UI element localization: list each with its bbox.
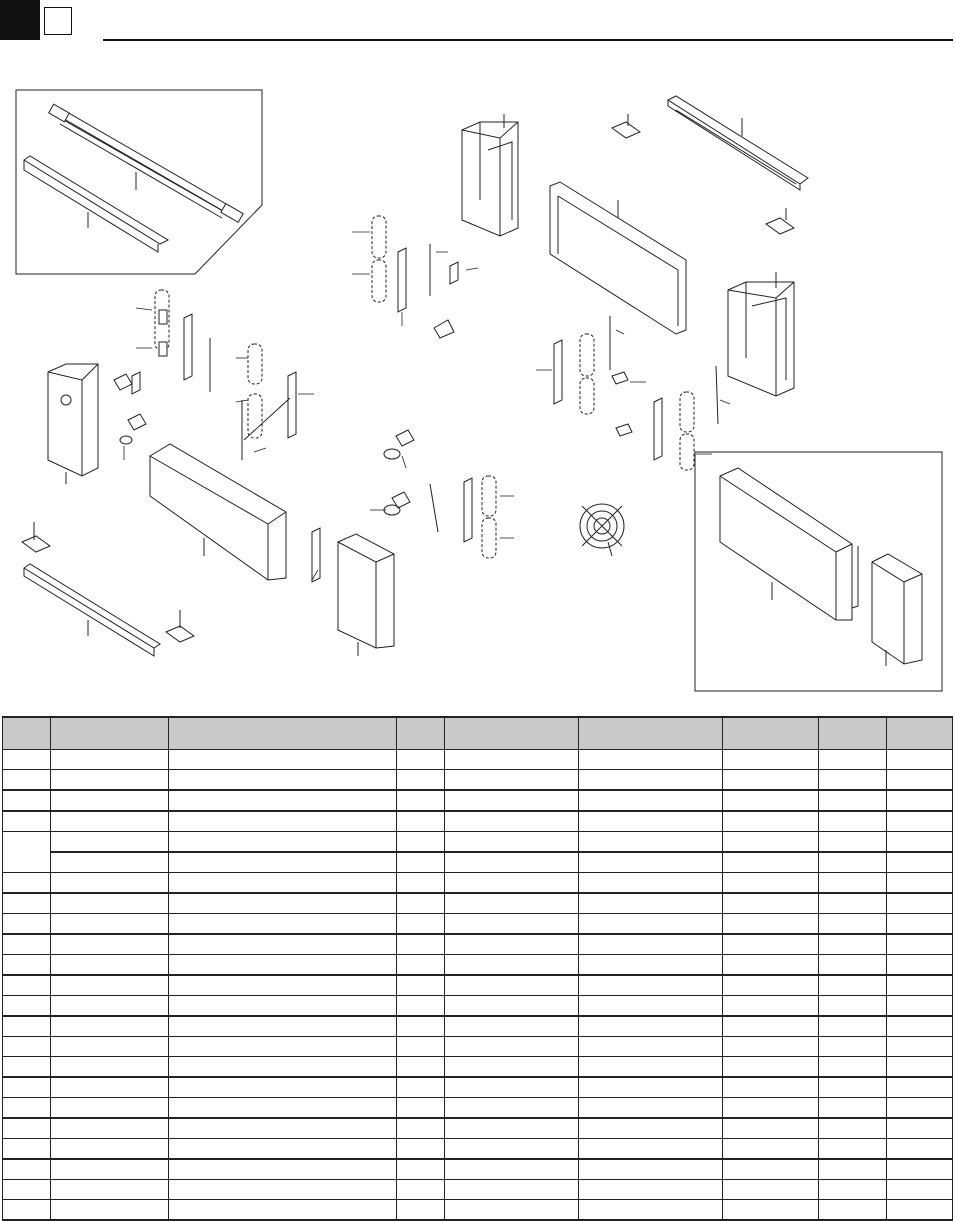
table-cell [169, 1118, 397, 1139]
table-row [3, 914, 953, 935]
table-cell [887, 1098, 953, 1119]
table-cell [723, 1077, 819, 1098]
table-cell [3, 1057, 51, 1078]
table-row [3, 1037, 953, 1057]
table-cell [579, 1159, 723, 1180]
table-cell [819, 975, 887, 996]
table-cell [397, 1098, 445, 1119]
table-cell [445, 1016, 579, 1037]
table-cell [819, 996, 887, 1017]
table-row [3, 790, 953, 811]
table-cell [723, 893, 819, 914]
table-cell [51, 750, 169, 770]
table-cell [397, 1037, 445, 1057]
section-marker-block [0, 0, 40, 40]
table-cell [723, 1200, 819, 1221]
table-cell [819, 1159, 887, 1180]
table-cell [51, 996, 169, 1017]
table-cell [723, 1037, 819, 1057]
table-cell [887, 1200, 953, 1221]
table-cell [723, 1098, 819, 1119]
table-cell [51, 873, 169, 894]
table-cell [397, 770, 445, 791]
parts-list-table [2, 716, 953, 1221]
table-cell [51, 1057, 169, 1078]
table-cell [51, 893, 169, 914]
table-cell [819, 770, 887, 791]
table-cell [723, 934, 819, 955]
table-cell [169, 1098, 397, 1119]
table-cell [887, 996, 953, 1017]
table-cell [579, 934, 723, 955]
table-cell [579, 832, 723, 853]
side-panel-icon [338, 534, 394, 656]
table-row [3, 873, 953, 894]
table-cell [887, 914, 953, 935]
table-cell [397, 914, 445, 935]
table-row [3, 832, 953, 853]
table-cell [579, 1037, 723, 1057]
table-cell [445, 1098, 579, 1119]
table-cell [397, 1159, 445, 1180]
table-cell [3, 1037, 51, 1057]
table-cell [3, 1180, 51, 1200]
table-row [3, 1077, 953, 1098]
table-row [3, 996, 953, 1017]
table-cell [169, 790, 397, 811]
table-cell [819, 914, 887, 935]
table-cell [819, 1098, 887, 1119]
section-number-box [44, 7, 72, 35]
table-cell [51, 852, 169, 873]
table-cell [3, 1159, 51, 1180]
table-cell [169, 893, 397, 914]
header-cell [397, 717, 445, 750]
table-row [3, 1139, 953, 1160]
table-cell [397, 1016, 445, 1037]
table-cell [3, 770, 51, 791]
table-cell [169, 832, 397, 853]
table-cell [887, 893, 953, 914]
front-panel-icon [720, 468, 858, 620]
table-cell [445, 934, 579, 955]
table-cell [445, 1057, 579, 1078]
table-cell [723, 955, 819, 976]
table-cell [397, 811, 445, 832]
table-row [3, 975, 953, 996]
table-cell [51, 811, 169, 832]
header-cell [3, 717, 51, 750]
table-cell [579, 1118, 723, 1139]
table-cell [723, 873, 819, 894]
table-row [3, 811, 953, 832]
table-cell [3, 1200, 51, 1221]
table-cell [723, 975, 819, 996]
table-cell [445, 914, 579, 935]
header-cell [579, 717, 723, 750]
table-cell [51, 770, 169, 791]
table-cell [51, 934, 169, 955]
table-cell [723, 1016, 819, 1037]
table-cell [445, 1077, 579, 1098]
table-row [3, 1200, 953, 1221]
table-cell [819, 852, 887, 873]
table-cell [3, 934, 51, 955]
table-cell [3, 873, 51, 894]
door-hinge-icon [242, 344, 296, 460]
table-cell [169, 1037, 397, 1057]
table-cell [397, 790, 445, 811]
table-cell [169, 1180, 397, 1200]
table-cell [397, 893, 445, 914]
table-cell [51, 914, 169, 935]
table-cell [169, 852, 397, 873]
table-row [3, 893, 953, 914]
table-cell [445, 1118, 579, 1139]
table-cell [169, 873, 397, 894]
table-cell [51, 1118, 169, 1139]
table-cell [445, 1200, 579, 1221]
table-cell [3, 832, 51, 873]
table-cell [723, 750, 819, 770]
table-cell [169, 914, 397, 935]
table-cell [579, 1057, 723, 1078]
door-hinge-icon [372, 216, 458, 338]
table-cell [723, 1118, 819, 1139]
table-cell [887, 873, 953, 894]
table-cell [445, 873, 579, 894]
table-cell [445, 1159, 579, 1180]
header-cell [819, 717, 887, 750]
table-cell [3, 1077, 51, 1098]
table-cell [169, 750, 397, 770]
table-cell [397, 996, 445, 1017]
table-cell [51, 955, 169, 976]
table-cell [579, 1180, 723, 1200]
table-row [3, 750, 953, 770]
table-cell [397, 975, 445, 996]
table-cell [887, 1016, 953, 1037]
table-cell [723, 1057, 819, 1078]
table-cell [445, 996, 579, 1017]
table-row [3, 934, 953, 955]
header-cell [723, 717, 819, 750]
table-cell [887, 750, 953, 770]
latch-clip-icon [114, 372, 146, 444]
door-hinge-icon [155, 290, 210, 392]
side-channel-icon [728, 272, 794, 396]
table-cell [169, 1016, 397, 1037]
rear-frame-panel-icon [550, 182, 686, 334]
table-cell [819, 893, 887, 914]
header-divider [103, 39, 953, 41]
table-cell [169, 1159, 397, 1180]
table-cell [51, 1016, 169, 1037]
table-cell [819, 1037, 887, 1057]
table-cell [169, 1057, 397, 1078]
header-cell [445, 717, 579, 750]
table-cell [579, 893, 723, 914]
side-panel-icon [48, 364, 98, 484]
table-cell [3, 996, 51, 1017]
table-cell [887, 811, 953, 832]
table-cell [819, 955, 887, 976]
table-cell [579, 852, 723, 873]
table-cell [51, 1200, 169, 1221]
table-row [3, 1159, 953, 1180]
table-cell [887, 1037, 953, 1057]
table-cell [169, 1139, 397, 1160]
table-cell [887, 1057, 953, 1078]
table-cell [887, 934, 953, 955]
table-cell [169, 770, 397, 791]
table-row [3, 1180, 953, 1200]
corner-bracket-icon [22, 522, 50, 552]
door-hinge-icon [430, 476, 496, 558]
table-cell [887, 770, 953, 791]
table-cell [579, 750, 723, 770]
door-hinge-icon [554, 316, 632, 436]
table-cell [51, 975, 169, 996]
header-cell [169, 717, 397, 750]
base-rail-icon [24, 156, 168, 252]
table-cell [579, 1077, 723, 1098]
table-cell [819, 873, 887, 894]
table-cell [397, 955, 445, 976]
table-cell [819, 1057, 887, 1078]
table-cell [819, 790, 887, 811]
table-cell [445, 893, 579, 914]
table-cell [3, 1118, 51, 1139]
upper-rail-icon [668, 96, 808, 190]
table-cell [397, 934, 445, 955]
table-cell [819, 832, 887, 853]
table-cell [397, 873, 445, 894]
table-cell [819, 1200, 887, 1221]
table-cell [51, 832, 169, 853]
table-cell [169, 975, 397, 996]
table-cell [3, 955, 51, 976]
table-cell [887, 1118, 953, 1139]
table-cell [819, 934, 887, 955]
table-cell [169, 955, 397, 976]
table-cell [579, 996, 723, 1017]
table-header-row [3, 717, 953, 750]
table-cell [445, 790, 579, 811]
table-cell [887, 955, 953, 976]
table-cell [445, 811, 579, 832]
fan-guard-icon [580, 504, 624, 556]
table-cell [51, 1037, 169, 1057]
table-cell [887, 975, 953, 996]
table-cell [579, 1016, 723, 1037]
table-cell [397, 1200, 445, 1221]
corner-bracket-icon [166, 610, 194, 642]
table-cell [51, 1098, 169, 1119]
table-cell [723, 770, 819, 791]
table-cell [445, 975, 579, 996]
table-cell [723, 914, 819, 935]
table-cell [169, 1077, 397, 1098]
table-cell [397, 1139, 445, 1160]
table-cell [579, 1139, 723, 1160]
table-row [3, 770, 953, 791]
table-cell [723, 1139, 819, 1160]
table-cell [51, 790, 169, 811]
corner-bracket-icon [612, 114, 640, 138]
table-cell [819, 1077, 887, 1098]
table-cell [3, 1139, 51, 1160]
table-body [3, 750, 953, 1221]
table-cell [579, 1098, 723, 1119]
table-cell [579, 955, 723, 976]
table-cell [169, 811, 397, 832]
table-cell [887, 1180, 953, 1200]
table-cell [3, 1098, 51, 1119]
table-cell [3, 975, 51, 996]
table-cell [51, 1077, 169, 1098]
table-cell [445, 1139, 579, 1160]
table-cell [51, 1180, 169, 1200]
table-cell [579, 914, 723, 935]
table-cell [51, 1159, 169, 1180]
table-cell [445, 832, 579, 853]
table-cell [397, 1180, 445, 1200]
table-row [3, 1016, 953, 1037]
table-row [3, 852, 953, 873]
table-cell [445, 955, 579, 976]
table-cell [397, 852, 445, 873]
header-cell [51, 717, 169, 750]
table-cell [3, 811, 51, 832]
table-cell [723, 996, 819, 1017]
table-cell [723, 811, 819, 832]
top-frame-rail-icon [49, 104, 243, 222]
table-cell [169, 996, 397, 1017]
table-row [3, 1057, 953, 1078]
table-cell [723, 1180, 819, 1200]
table-cell [397, 1077, 445, 1098]
upright-channel-icon [462, 114, 518, 236]
table-cell [579, 770, 723, 791]
table-cell [887, 1077, 953, 1098]
table-cell [3, 1016, 51, 1037]
table-cell [3, 893, 51, 914]
table-cell [169, 1200, 397, 1221]
table-cell [887, 1159, 953, 1180]
table-cell [819, 1139, 887, 1160]
table-cell [169, 934, 397, 955]
table-cell [397, 1057, 445, 1078]
table-cell [579, 1200, 723, 1221]
latch-clip-icon [384, 430, 414, 515]
header-cell [887, 717, 953, 750]
table-cell [723, 832, 819, 853]
table-cell [819, 1118, 887, 1139]
inset-frame-top-left [16, 90, 262, 274]
table-row [3, 1098, 953, 1119]
table-cell [887, 832, 953, 853]
corner-bracket-icon [766, 208, 794, 234]
table-cell [723, 1159, 819, 1180]
table-cell [819, 811, 887, 832]
table-cell [445, 1037, 579, 1057]
table-cell [819, 1016, 887, 1037]
table-cell [887, 852, 953, 873]
table-cell [445, 770, 579, 791]
table-cell [819, 750, 887, 770]
base-rail-icon [24, 564, 160, 656]
table-cell [579, 873, 723, 894]
table-cell [397, 832, 445, 853]
table-cell [723, 790, 819, 811]
table-cell [819, 1180, 887, 1200]
side-panel-icon [872, 554, 922, 666]
exploded-parts-diagram [0, 80, 955, 700]
table-cell [397, 750, 445, 770]
table-cell [579, 975, 723, 996]
table-cell [445, 1180, 579, 1200]
table-row [3, 1118, 953, 1139]
table-cell [3, 790, 51, 811]
front-panel-icon [150, 444, 286, 580]
table-cell [445, 852, 579, 873]
table-cell [579, 811, 723, 832]
table-cell [723, 852, 819, 873]
table-cell [887, 790, 953, 811]
table-cell [397, 1118, 445, 1139]
table-row [3, 955, 953, 976]
table-cell [579, 790, 723, 811]
table-cell [3, 750, 51, 770]
table-cell [887, 1139, 953, 1160]
table-cell [3, 914, 51, 935]
table-cell [445, 750, 579, 770]
table-cell [51, 1139, 169, 1160]
